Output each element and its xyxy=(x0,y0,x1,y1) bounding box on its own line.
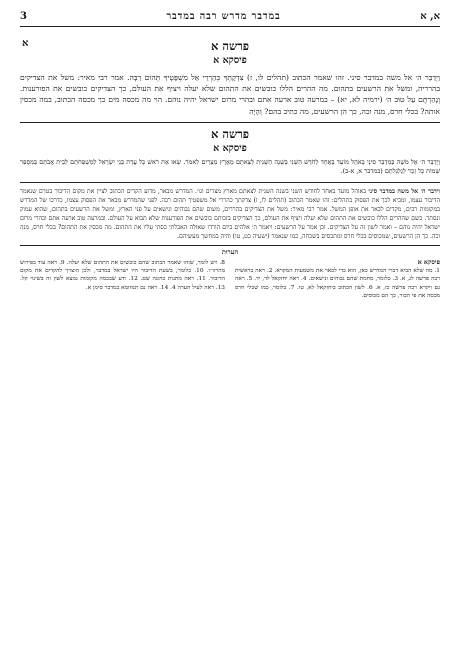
page xyxy=(20,8,440,644)
subsection-title-top: פיסקא א xyxy=(213,55,247,66)
verse-text: וַיְדַבֵּר ה׳ אֶל מֹשֶׁה בְּמִדְבַּר סִינַי בְּאֹהֶל מוֹעֵד בְּאֶחָד לַחֹדֶשׁ הַשֵּׁנִי בַּשָּׁנָה הַשֵּׁנִית לְצֵאתָם מֵאֶרֶץ מִצְרַיִם לֵאמֹר. שְׂאוּ אֶת רֹאשׁ כָּל עֲדַת בְּנֵי יִשְׂרָאֵל לְמִשְׁפְּחֹתָם לְבֵית אֲבֹתָם בְּמִסְפַּר שֵׁמוֹת כָּל זָכָר לְגֻלְגְּלֹתָם (במדבר א, א-ב). xyxy=(20,157,440,176)
header-book-title: במדבר מדרש רבה במדבר xyxy=(166,10,281,22)
running-header xyxy=(20,8,440,27)
header-chapter-ref: א, א xyxy=(420,10,440,22)
notes-label: הערות xyxy=(20,245,440,256)
side-mark: א xyxy=(22,38,29,49)
commentary-lead: וידבר ה׳ אל משה במדבר סיני xyxy=(368,187,440,195)
header-page-number: 3 xyxy=(20,10,27,22)
footnotes-left-text: 8. ויש לומר, שזהו שאמר הכתוב שהם כובשים את התהום שלא יעלה. 9. ראה עוד בפירוש מהרזו״ו. 10. כלומר, בשעת הדיבור היו ישראל במדבר, ולכן הוצרך להקדים את מקום הדיבור. 11. ראה מתנות כהונה שם. 12. ודע שבכמה מקומות נמצא לשון זה בשינוי קל. 13. ראה לעיל הערה 4. 14. ראה גם תנחומא במדבר סימן א. xyxy=(20,259,226,291)
footnotes-right-text: 1. מה שלא הביא דברי המדרש כאן, הוא כדי לבאר את משמעות המקרא. 2. ראה בראשית רבה פרשה לג, א. 3. כלומר, מחמת שהם גבוהים ונישאים. 4. ראה יחזקאל לד, יד. 5. ראה גם ויקרא רבה פרשה כז, א. 6. לשון הכתוב ביחזקאל לא, טו. 7. כלומר, כמו שכלי חרס מכסה את פי הבור, כך הם מכוסים. xyxy=(235,268,441,300)
commentary-text: באוהל מועד באחד לחודש השני בשנה השנית לצאתם מארץ מצרים וגו׳. המדרש מבאר, מדוע הקדים הכתוב לציין את מקום הדיבור בטרם שנאמר הדיבור עצמו, ומביא לכך את הפסוק בתהלים: זהו שאמר הכתוב (תהלים לו, ז) צדקתך כהררי אל משפטיך תהום רבה. לפני שהמדרש מבאר את הפסוק עצמו, כדרכו של המדרש במקומות רבים, מקדים לבאר את אופן המשל. אמר רבי מאיר: משל את הצדיקים בהררים, משום שהם גבוהים ונישאים על פני הארץ, ומשל את הרשעים בתהום, שהוא עמוק ונסתר. כשם שההרים הללו כובשים את התהום שלא יעלה ויציף את העולם, כך הצדיקים בזכותם כובשים את הפורענות שלא תבוא על העולם. ובמרעה טוב ארעה אתם ובהרי מרום ישראל יהיה נוהם – ואמר לשון זה על הצדיקים. וכן אמר על הרשעים: ויאמר ה׳ אלהים ביום הורדו שאולה האבלתי כסתי עליו את התהום. מה מכסין את התהום? בכלי חרס, מנה וכה. כך הן הרשעים, שמכוסים בכלי חרס ומתכסים בשכחה, כמו שנאמר (ישעיה כט, טו) והיה במחשך מעשיהם. xyxy=(20,187,440,240)
footnotes-left-column xyxy=(20,259,225,301)
section-title-top: פרשה א xyxy=(210,39,250,53)
footnotes-right-column xyxy=(235,259,440,301)
footnotes-right-title: פיסקא א xyxy=(417,258,440,266)
divider xyxy=(20,122,440,123)
section-title-second: פרשה א xyxy=(210,126,250,141)
footnotes xyxy=(20,259,440,301)
subsection-title-second: פיסקא א xyxy=(213,142,247,154)
divider xyxy=(20,182,440,183)
commentary-block xyxy=(20,187,440,241)
midrash-text: וַיְדַבֵּר ה׳ אל משה במדבר סיני. זהו שאמר הכתוב (תהלים לו, ז) צִדְקָתְךָ כְּהַרְרֵי אֵל מִשְׁפָּטֶיךָ תְּהוֹם רַבָּה. אמר רבי מאיר: משל את הצדיקים בהרריה, ומשל את הרשעים בתהום. מה ההרים הללו כובשים את התהום שלא יעלה ויציף את העולם, כך הצדיקים כובשים את הפורענות. וְנָהַרְתֶּם עַל טוּב ה׳ (ירמיה לא, יא) – במרעה טוב ארעה אתם ובהרי מרום ישראל יהיה נוהם. הוי מה מכסה מים כך מכסה הכתוב, במה מכסין אותה? בכלי חרס, מנה וכה, כך הן הרשעים, מה כתיב בהם? וְהָיָה xyxy=(20,73,440,116)
